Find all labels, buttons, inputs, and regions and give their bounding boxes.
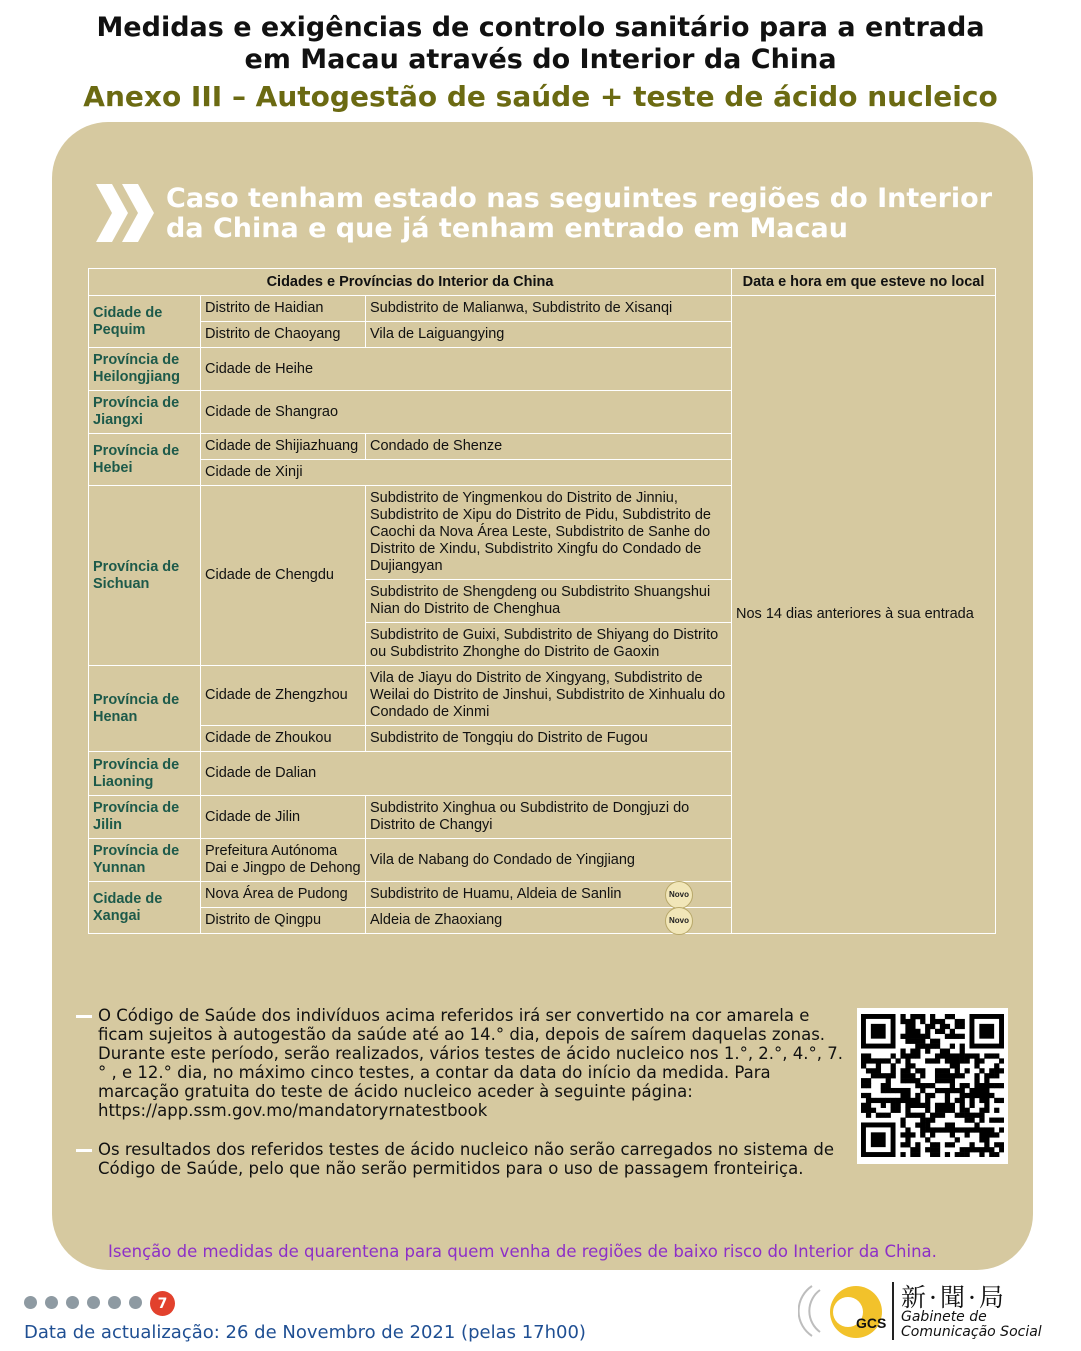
- province-cell: Província de Jilin: [89, 796, 201, 839]
- dash-bullet: [76, 1015, 92, 1018]
- current-page-badge: 7: [150, 1291, 175, 1316]
- logo-abbrev: GCS: [856, 1315, 887, 1331]
- subtitle-annex: Anexo III – Autogestão de saúde + teste de ácido nucleico: [83, 80, 998, 113]
- title-line-1: Medidas e exigências de controlo sanitário para a entrada: [96, 12, 985, 43]
- detail-cell: Subdistrito Xinghua ou Subdistrito de Dongjuzi do Distrito de Changyi: [366, 796, 732, 839]
- province-cell: Província de Heilongjiang: [89, 348, 201, 391]
- page-dot[interactable]: [66, 1296, 79, 1309]
- page-dot[interactable]: [108, 1296, 121, 1309]
- section-heading: Caso tenham estado nas seguintes regiões do Interior da China e que já tenham entrado em Macau: [166, 183, 993, 244]
- city-cell: Cidade de Zhengzhou: [201, 666, 366, 726]
- update-date: Data de actualização: 26 de Novembro de 2021 (pelas 17h00): [24, 1322, 586, 1343]
- province-cell: Província de Henan: [89, 666, 201, 752]
- province-cell: Província de Liaoning: [89, 752, 201, 796]
- chevron-double-icon: [94, 184, 158, 242]
- detail-cell: Vila de Laiguangying: [366, 322, 732, 348]
- detail-cell: Subdistrito de Shengdeng ou Subdistrito Shuangshui Nian do Distrito de Chenghua: [366, 580, 732, 623]
- city-cell: Cidade de Heihe: [201, 348, 732, 391]
- detail-cell: Vila de Nabang do Condado de Yingjiang: [366, 839, 732, 882]
- province-cell: Província de Yunnan: [89, 839, 201, 882]
- logo-line-1: Gabinete de: [901, 1309, 987, 1325]
- col-header-date: Data e hora em que esteve no local: [732, 269, 996, 296]
- date-cell: Nos 14 dias anteriores à sua entrada: [732, 296, 996, 934]
- province-cell: Província de Sichuan: [89, 486, 201, 666]
- detail-text: Subdistrito de Huamu, Aldeia de Sanlin: [370, 886, 622, 902]
- qr-code-icon: [861, 1014, 1004, 1157]
- province-cell: Província de Hebei: [89, 434, 201, 486]
- detail-cell: [366, 882, 732, 908]
- logo-line-2: Comunicação Social: [901, 1324, 1042, 1340]
- dash-bullet: [76, 1149, 92, 1152]
- note-test-results: [76, 1140, 846, 1178]
- city-cell: Cidade de Shangrao: [201, 391, 732, 434]
- detail-text: Aldeia de Zhaoxiang: [370, 912, 503, 928]
- qr-code[interactable]: [857, 1008, 1008, 1164]
- detail-cell: Vila de Jiayu do Distrito de Xingyang, Subdistrito de Weilai do Distrito de Jinshui, Subdistrito de Xinhualu do Condado de Xinmi: [366, 666, 732, 726]
- city-cell: Cidade de Chengdu: [201, 486, 366, 666]
- city-cell: Cidade de Zhoukou: [201, 726, 366, 752]
- note-text: Os resultados dos referidos testes de ácido nucleico não serão carregados no sistema de Código de Saúde, pelo que não serão permitidos para o uso de passagem fronteiriça.: [98, 1140, 834, 1178]
- col-header-regions: Cidades e Províncias do Interior da China: [89, 269, 732, 296]
- province-cell: Cidade de Xangai: [89, 882, 201, 934]
- city-cell: Cidade de Xinji: [201, 460, 732, 486]
- detail-cell: [366, 908, 732, 934]
- logo-portuguese-name: [901, 1310, 1042, 1340]
- title-line-2: em Macau através do Interior da China: [244, 44, 837, 75]
- page-dot[interactable]: [45, 1296, 58, 1309]
- gcs-logo: [798, 1278, 1068, 1344]
- page-dot[interactable]: [129, 1296, 142, 1309]
- logo-divider: [892, 1282, 894, 1340]
- detail-cell: Subdistrito de Tongqiu do Distrito de Fugou: [366, 726, 732, 752]
- city-cell: Nova Área de Pudong: [201, 882, 366, 908]
- logo-chinese-name: 新·聞·局: [901, 1283, 1007, 1312]
- gcs-logo-icon: [798, 1278, 890, 1344]
- regions-table: [88, 268, 996, 934]
- note-health-code: [76, 1006, 846, 1120]
- table-row: [89, 296, 996, 322]
- province-cell: Província de Jiangxi: [89, 391, 201, 434]
- city-cell: Cidade de Jilin: [201, 796, 366, 839]
- city-cell: Cidade de Shijiazhuang: [201, 434, 366, 460]
- detail-cell: Subdistrito de Malianwa, Subdistrito de Xisanqi: [366, 296, 732, 322]
- city-cell: Prefeitura Autónoma Dai e Jingpo de Dehong: [201, 839, 366, 882]
- city-cell: Distrito de Qingpu: [201, 908, 366, 934]
- detail-cell: Condado de Shenze: [366, 434, 732, 460]
- city-cell: Cidade de Dalian: [201, 752, 732, 796]
- novo-badge: Novo: [665, 881, 693, 909]
- page-dot[interactable]: [24, 1296, 37, 1309]
- province-cell: Cidade de Pequim: [89, 296, 201, 348]
- novo-badge: Novo: [665, 907, 693, 935]
- exemption-note: Isenção de medidas de quarentena para quem venha de regiões de baixo risco do Interior da China.: [108, 1242, 937, 1261]
- city-cell: Distrito de Chaoyang: [201, 322, 366, 348]
- note-text: O Código de Saúde dos indivíduos acima referidos irá ser convertido na cor amarela e ficam sujeitos à autogestão da saúde até ao 14.° dia, depois de saírem daquelas zonas. Durante este período, serão realizados, vários testes de ácido nucleico nos 1.°, 2.°, 4.°, 7.° , e 12.° dia, no máximo cinco testes, a contar da data do início da medida. Para marcação gratuita do teste de ácido nucleico aceder à seguinte página:: [98, 1006, 844, 1101]
- page-dot[interactable]: [87, 1296, 100, 1309]
- detail-cell: Subdistrito de Guixi, Subdistrito de Shiyang do Distrito ou Subdistrito Zhonghe do Distrito de Gaoxin: [366, 623, 732, 666]
- table-header-row: [89, 269, 996, 296]
- city-cell: Distrito de Haidian: [201, 296, 366, 322]
- detail-cell: Subdistrito de Yingmenkou do Distrito de Jinniu, Subdistrito de Xipu do Distrito de Pidu, Subdistrito de Caochi da Nova Área Leste, Subdistrito de Sanhe do Distrito de Xindu, Subdistrito Xingfu do Condado de Dujiangyan: [366, 486, 732, 580]
- test-booking-link[interactable]: https://app.ssm.gov.mo/mandatoryrnatestbook: [98, 1101, 488, 1120]
